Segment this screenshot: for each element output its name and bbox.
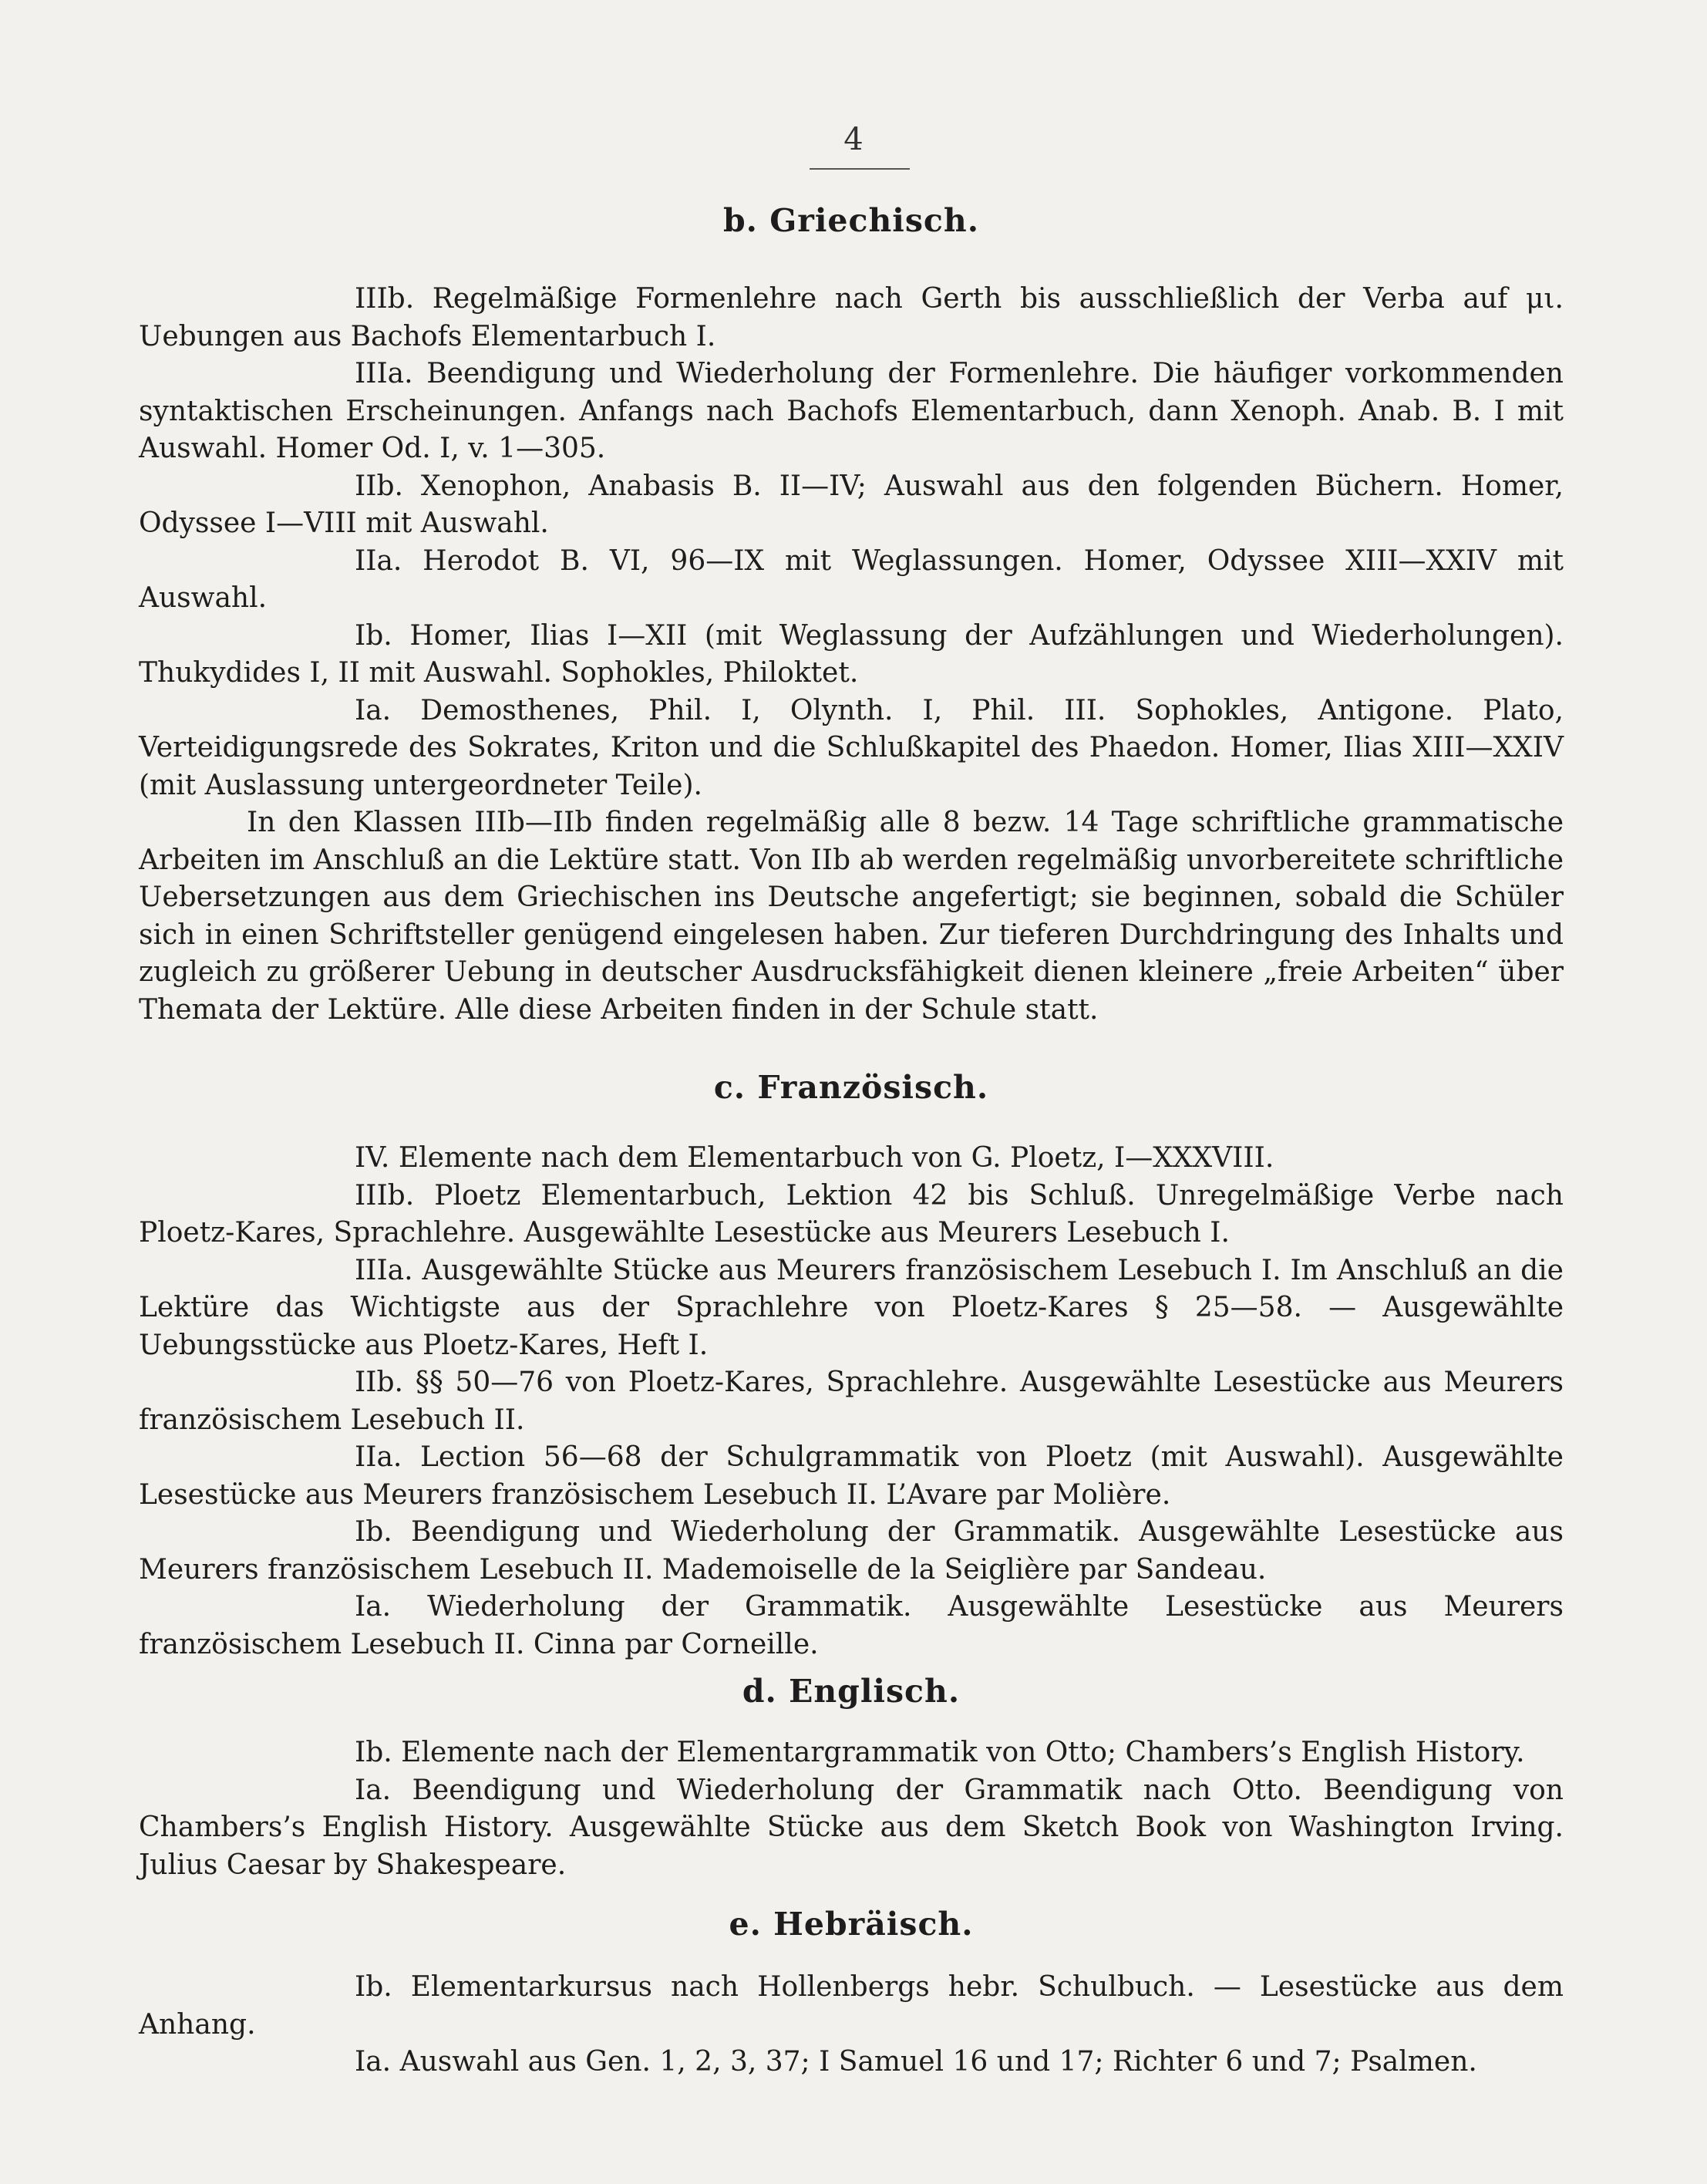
paragraph-text: §§ 50—76 von Ploetz-Kares, Sprachlehre. Ausgewählte Lesestücke aus Meurers französischem Lesebuch II. <box>139 1367 1564 1436</box>
paragraph <box>139 2044 1564 2081</box>
paragraph-text: Xenophon, Anabasis B. II—IV; Auswahl aus den folgenden Büchern. Homer, Odyssee I—VIII mit Auswahl. <box>139 470 1564 539</box>
section-heading-greek: b. Griechisch. <box>723 202 979 239</box>
paragraph-text: Ausgewählte Stücke aus Meurers französischem Lesebuch I. Im Anschluß an die Lektüre das Wichtigste aus der Sprachlehre von Ploetz-Kares § 25—58. — Ausgewählte Uebungsstücke aus Ploetz-Kares, Heft I. <box>139 1254 1564 1361</box>
class-label: IV. <box>355 1142 390 1174</box>
paragraph <box>139 1364 1564 1439</box>
paragraph-text: In den Klassen IIIb—IIb finden regelmäßig alle 8 bezw. 14 Tage schriftliche grammatische Arbeiten im Anschluß an die Lektüre statt. Von IIb ab werden regelmäßig unvorbereitete schriftliche Uebersetzungen aus dem Griechischen ins Deutsche angefertigt; sie beginnen, sobald die Schüler sich in einen Schriftsteller genügend eingelesen haben. Zur tieferen Durchdringung des Inhalts und zugleich zu größerer Uebung in deutscher Ausdrucksfähigkeit dienen kleinere „freie Arbeiten“ über Themata der Lektüre. Alle diese Arbeiten finden in der Schule statt. <box>139 807 1564 1026</box>
paragraph <box>139 1514 1564 1589</box>
paragraph-text: Auswahl aus Gen. 1, 2, 3, 37; I Samuel 16 und 17; Richter 6 und 7; Psalmen. <box>399 2046 1477 2078</box>
paragraph <box>139 1772 1564 1885</box>
paragraph <box>139 693 1564 805</box>
page-content <box>139 202 1564 2081</box>
class-label: IIIa. <box>355 1254 413 1286</box>
paragraph-text: Ploetz Elementarbuch, Lektion 42 bis Schluß. Unregelmäßige Verbe nach Ploetz-Kares, Sprachlehre. Ausgewählte Lesestücke aus Meurers Lesebuch I. <box>139 1179 1564 1249</box>
class-label: Ib. <box>355 1516 392 1548</box>
paragraph-text: Demosthenes, Phil. I, Olynth. I, Phil. III. Sophokles, Antigone. Plato, Verteidigungsrede des Sokrates, Kriton und die Schlußkapitel des Phaedon. Homer, Ilias XIII—XXIV (mit Auslassung untergeordneter Teile). <box>139 694 1564 801</box>
page-number: 4 <box>843 122 864 157</box>
paragraph-text: Beendigung und Wiederholung der Formenlehre. Die häufiger vorkommenden syntaktischen Erscheinungen. Anfangs nach Bachofs Elementarbuch, dann Xenoph. Anab. B. I mit Auswahl. Homer Od. I, v. 1—305. <box>139 358 1564 464</box>
class-label: IIa. <box>355 544 402 577</box>
class-label: IIIb. <box>355 1179 415 1212</box>
class-label: Ia. <box>355 1774 392 1806</box>
class-label: IIa. <box>355 1441 402 1473</box>
section-heading-french: c. Französisch. <box>713 1069 989 1106</box>
paragraph-text: Elemente nach der Elementargrammatik von Otto; Chambers’s English History. <box>401 1737 1525 1768</box>
paragraph <box>139 356 1564 468</box>
class-label: Ia. <box>355 694 392 726</box>
class-label: Ib. <box>355 1737 392 1768</box>
paragraph <box>139 1252 1564 1365</box>
class-label: Ia. <box>355 2046 392 2078</box>
paragraph-text: Wiederholung der Grammatik. Ausgewählte Lesestücke aus Meurers französischem Lesebuch II. Cinna par Corneille. <box>139 1591 1564 1660</box>
paragraph-text: Herodot B. VI, 96—IX mit Weglassungen. Homer, Odyssee XIII—XXIV mit Auswahl. <box>139 544 1564 614</box>
paragraph-text: Regelmäßige Formenlehre nach Gerth bis ausschließlich der Verba auf μι. Uebungen aus Bachofs Elementarbuch I. <box>139 283 1564 352</box>
class-label: Ia. <box>355 1591 392 1623</box>
paragraph-text: Elementarkursus nach Hollenbergs hebr. Schulbuch. — Lesestücke aus dem Anhang. <box>139 1971 1564 2041</box>
paragraph <box>139 1140 1564 1178</box>
paragraph-text: Elemente nach dem Elementarbuch von G. Ploetz, I—XXXVIII. <box>398 1142 1274 1174</box>
paragraph <box>139 804 1564 1029</box>
class-label: Ib. <box>355 1971 392 2003</box>
paragraph <box>139 1439 1564 1514</box>
paragraph <box>139 468 1564 543</box>
paragraph <box>139 543 1564 618</box>
page-number-rule <box>810 168 910 170</box>
class-label: Ib. <box>355 619 392 652</box>
section-heading-hebrew: e. Hebräisch. <box>729 1906 974 1943</box>
paragraph <box>139 1734 1564 1772</box>
paragraph <box>139 618 1564 693</box>
paragraph-text: Beendigung und Wiederholung der Grammatik nach Otto. Beendigung von Chambers’s English History. Ausgewählte Stücke aus dem Sketch Book von Washington Irving. Julius Caesar by Shakespeare. <box>139 1774 1564 1881</box>
paragraph <box>139 281 1564 356</box>
class-label: IIb. <box>355 1367 403 1398</box>
paragraph <box>139 1589 1564 1663</box>
class-label: IIIa. <box>355 358 413 389</box>
paragraph <box>139 1178 1564 1252</box>
paragraph-text: Beendigung und Wiederholung der Grammatik. Ausgewählte Lesestücke aus Meurers französischem Lesebuch II. Mademoiselle de la Seiglière par Sandeau. <box>139 1516 1564 1586</box>
paragraph-text: Lection 56—68 der Schulgrammatik von Ploetz (mit Auswahl). Ausgewählte Lesestücke aus Meurers französischem Lesebuch II. L’Avare par Molière. <box>139 1441 1564 1511</box>
class-label: IIb. <box>355 470 403 502</box>
paragraph <box>139 1969 1564 2044</box>
class-label: IIIb. <box>355 283 415 315</box>
section-heading-english: d. Englisch. <box>742 1673 961 1710</box>
paragraph-text: Homer, Ilias I—XII (mit Weglassung der Aufzählungen und Wiederholungen). Thukydides I, II mit Auswahl. Sophokles, Philoktet. <box>139 619 1564 689</box>
